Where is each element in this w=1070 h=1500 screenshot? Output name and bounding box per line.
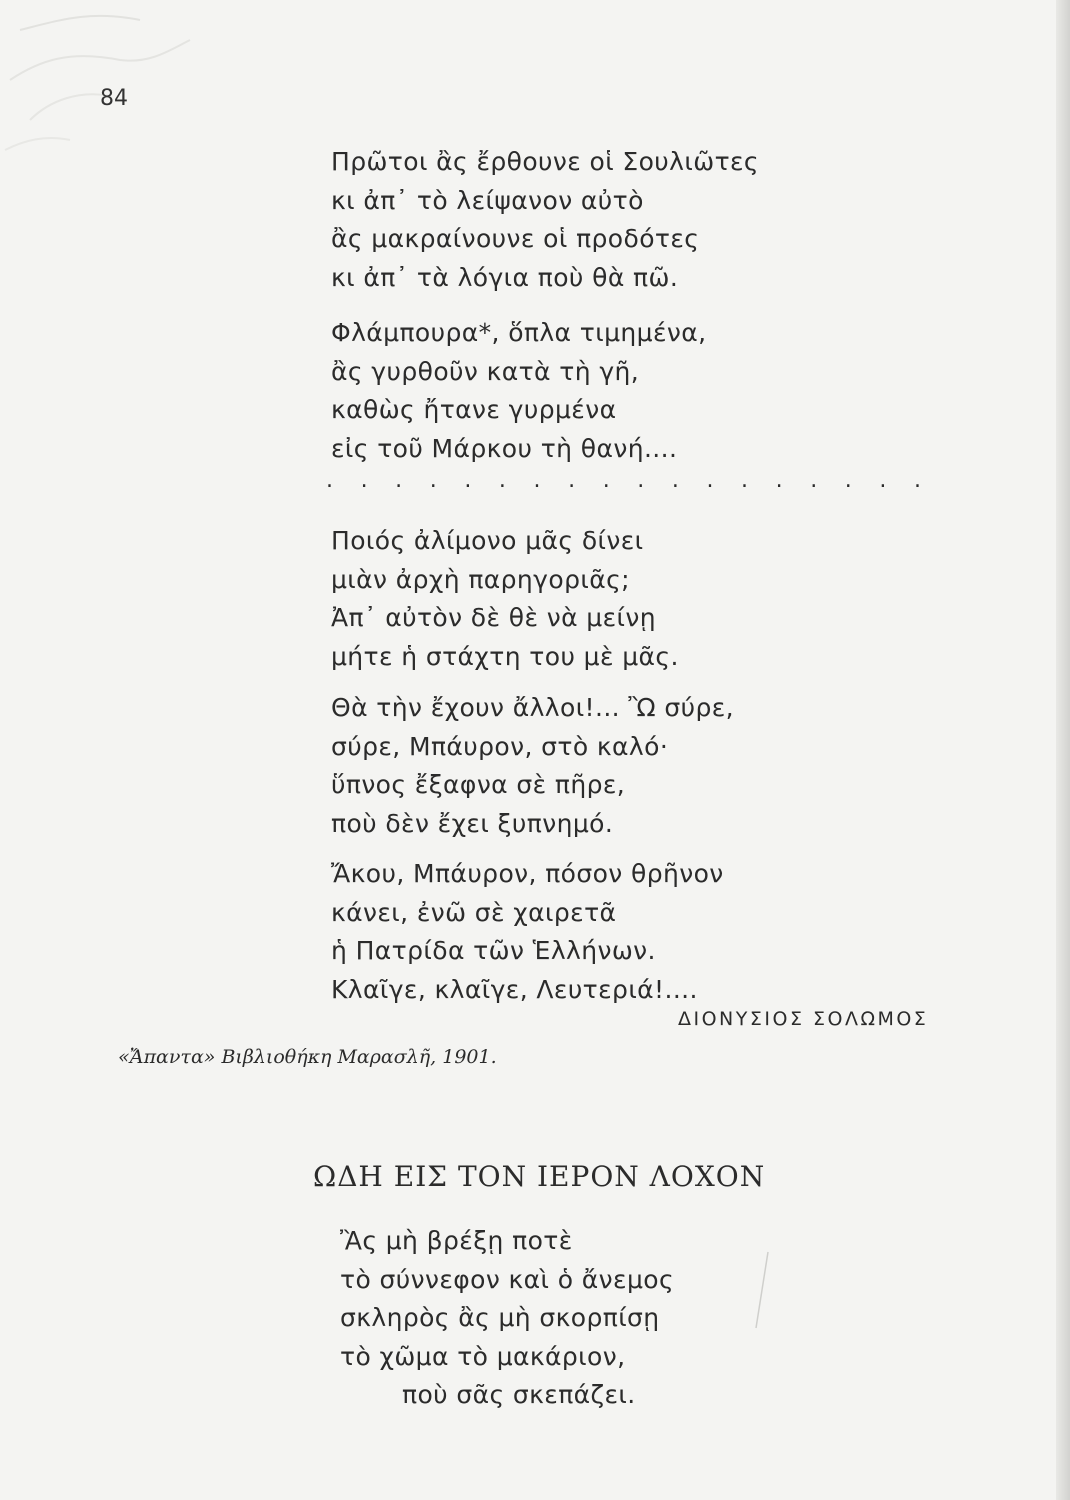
verse-line: μιὰν ἀρχὴ παρηγοριᾶς;	[331, 564, 630, 594]
verse-line: Πρῶτοι ἂς ἔρθουνε οἱ Σουλιῶτες	[331, 147, 760, 176]
verse-line: Ἂς μὴ βρέξῃ ποτὲ	[340, 1226, 573, 1255]
verse-line: εἰς τοῦ Μάρκου τὴ θανή....	[331, 433, 678, 463]
omission-dots: . . . . . . . . . . . . . . . . . .	[326, 468, 932, 493]
verse-line: μήτε ἡ στάχτη του μὲ μᾶς.	[331, 641, 679, 671]
verse-line: καθὼς ἤτανε γυρμένα	[331, 395, 617, 424]
verse-line: ποὺ δὲν ἔχει ξυπνημό.	[331, 808, 614, 838]
pencil-mark	[752, 1250, 772, 1330]
stanza-2	[331, 314, 706, 468]
verse-line: Θὰ τὴν ἔχουν ἄλλοι!... Ὢ σύρε,	[331, 693, 734, 722]
verse-line: κι ἀπ᾽ τὰ λόγια ποὺ θὰ πῶ.	[331, 262, 679, 292]
page-edge-shadow	[1056, 0, 1070, 1500]
source-citation: «Ἄπαντα» Βιβλιοθήκη Μαρασλῆ, 1901.	[118, 1046, 497, 1068]
stanza-3	[331, 522, 679, 676]
verse-line: ἡ Πατρίδα τῶν Ἑλλήνων.	[331, 936, 656, 965]
verse-line: Φλάμπουρα*, ὅπλα τιμημένα,	[331, 318, 707, 347]
stanza-5	[331, 855, 724, 1009]
next-poem-stanza	[340, 1222, 674, 1415]
verse-line: Ἀπ᾽ αὐτὸν δὲ θὲ νὰ μείνῃ	[331, 603, 656, 632]
page-number: 84	[100, 86, 128, 111]
verse-line: Ποιός ἀλίμονο μᾶς δίνει	[331, 526, 644, 555]
verse-line: Ἄκου, Μπάυρον, πόσον θρῆνον	[331, 859, 724, 888]
verse-line: Κλαῖγε, κλαῖγε, Λευτεριά!....	[331, 974, 698, 1004]
verse-line: ἂς μακραίνουνε οἱ προδότες	[331, 224, 700, 253]
verse-line: ἂς γυρθοῦν κατὰ τὴ γῆ,	[331, 356, 640, 386]
verse-line: κι ἀπ᾽ τὸ λείψανον αὐτὸ	[331, 185, 644, 215]
verse-line: ὕπνος ἔξαφνα σὲ πῆρε,	[331, 770, 626, 799]
stanza-4	[331, 689, 734, 843]
verse-line: κάνει, ἐνῶ σὲ χαιρετᾶ	[331, 897, 617, 927]
verse-line: σύρε, Μπάυρον, στὸ καλό·	[331, 731, 669, 761]
verse-line: ποὺ σᾶς σκεπάζει.	[402, 1380, 636, 1409]
poem-author: ΔΙΟΝΥΣΙΟΣ ΣΟΛΩΜΟΣ	[678, 1008, 929, 1030]
verse-line: σκληρὸς ἂς μὴ σκορπίσῃ	[340, 1303, 660, 1332]
verse-line: τὸ χῶμα τὸ μακάριον,	[340, 1341, 626, 1371]
next-poem-title: ΩΔΗ ΕΙΣ ΤΟΝ ΙΕΡΟΝ ΛΟΧΟΝ	[313, 1160, 766, 1193]
stanza-1	[331, 143, 759, 297]
verse-line: τὸ σύννεφον καὶ ὁ ἄνεμος	[340, 1264, 675, 1294]
